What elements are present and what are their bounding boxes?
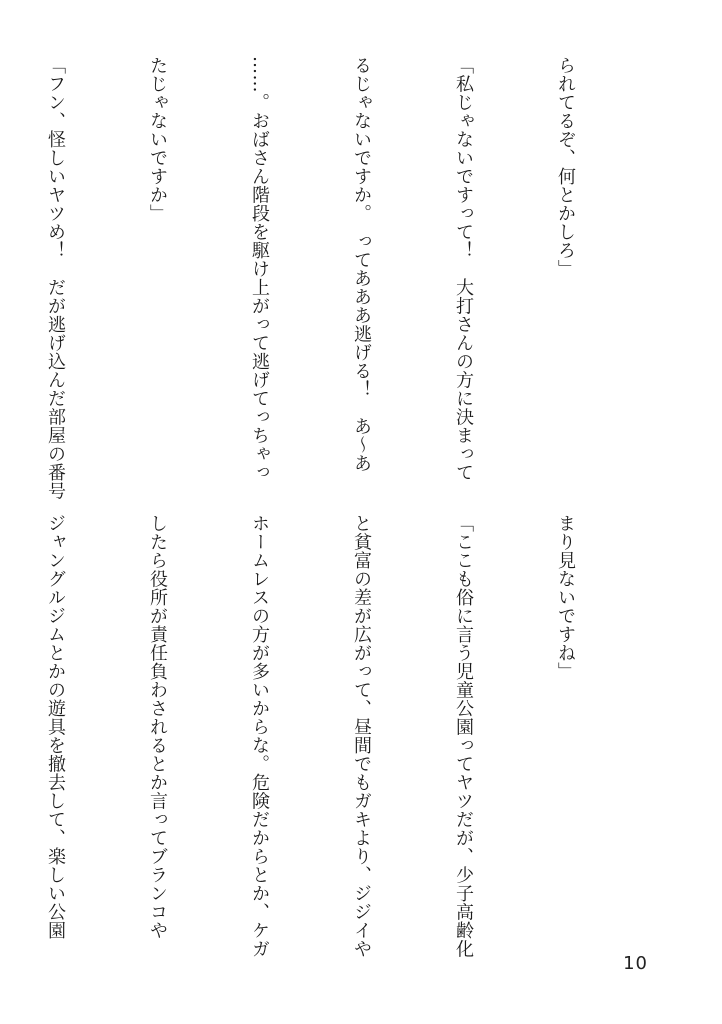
- text-column: るじゃないですか。 ってあああ逃げる！ あ〜あ: [351, 56, 372, 473]
- text-column: ジャングルジムとかの遊具を撤去して、楽しい公園: [45, 514, 66, 940]
- text-column: 「ここも俗に言う児童公園ってヤツだが、少子高齢化: [453, 514, 474, 958]
- text-column: ……。おばさん階段を駆け上がって逃げてっちゃっ: [249, 56, 270, 482]
- text-column: 「私じゃないですって！ 大打さんの方に決まって: [453, 56, 474, 482]
- upper-text-block: [45, 56, 650, 500]
- page-number: 10: [623, 953, 648, 974]
- lower-text-block: [45, 514, 650, 958]
- text-column: と貧富の差が広がって、昼間でもガキより、ジジイや: [351, 514, 372, 958]
- text-column: られてるぞ、何とかしろ」: [555, 56, 576, 278]
- text-column: まり見ないですね」: [555, 514, 576, 681]
- text-column: 「フン、怪しいヤツめ！ だが逃げ込んだ部屋の番号: [45, 56, 66, 500]
- text-column: したら役所が責任負わされるとか言ってブランコや: [147, 514, 168, 940]
- text-column: たじゃないですか」: [147, 56, 168, 223]
- text-column: ホームレスの方が多いからな。危険だからとか、ケガ: [249, 514, 270, 958]
